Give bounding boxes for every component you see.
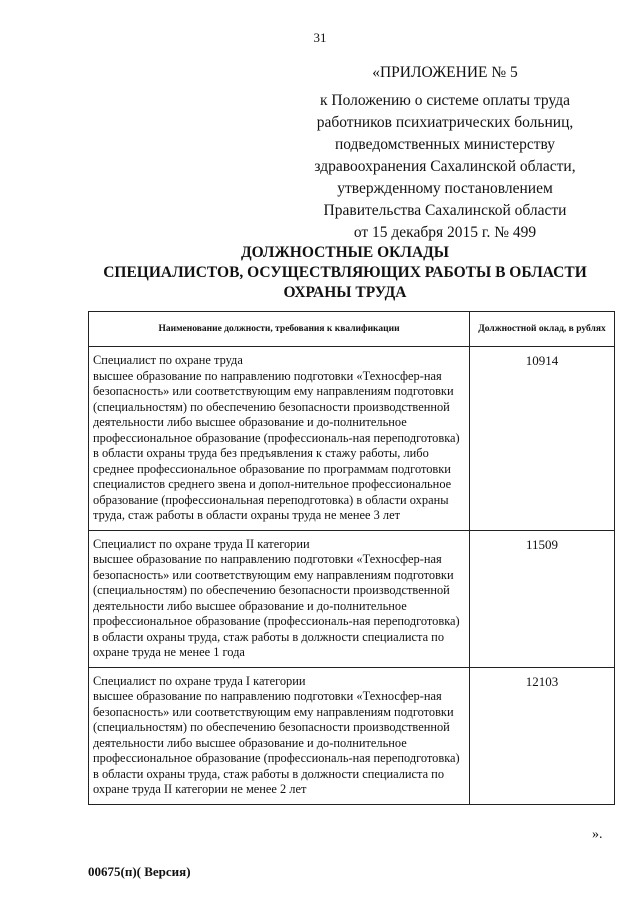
header-position: Наименование должности, требования к квалификации [89, 312, 470, 347]
position-requirements: высшее образование по направлению подготовки «Техносфер-ная безопасность» или соответствующим ему направлениям подготовки (специальностям) по обеспечению безопасности производственной деятельности либо высшее образование и до-полнительное профессиональное образование (профессиональ-ная переподготовка) в области охраны труда, стаж работы в должности специалиста по охране труда не менее 1 года [93, 552, 460, 659]
table-header-row [89, 312, 615, 347]
appendix-line: работников психиатрических больниц, [316, 114, 574, 131]
appendix-line: Правительства Сахалинской области [323, 202, 567, 219]
appendix-header [300, 62, 590, 244]
position-cell [89, 347, 470, 531]
document-title-line: ОХРАНЫ ТРУДА [283, 284, 407, 301]
position-requirements: высшее образование по направлению подготовки «Техносфер-ная безопасность» или соответствующим ему направлениям подготовки (специальностям) по обеспечению безопасности производственной деятельности либо высшее образование и до-полнительное профессиональное образование (профессиональ-ная переподготовка) в области охраны труда, стаж работы в должности специалиста по охране труда II категории не менее 2 лет [93, 689, 460, 796]
appendix-title: «ПРИЛОЖЕНИЕ № 5 [372, 64, 518, 81]
salary-cell: 12103 [470, 667, 615, 804]
closing-quote: ». [592, 827, 603, 842]
position-name: Специалист по охране труда II категории [93, 536, 310, 551]
salary-cell: 10914 [470, 347, 615, 531]
position-cell [89, 530, 470, 667]
appendix-line: здравоохранения Сахалинской области, [314, 158, 576, 175]
position-cell [89, 667, 470, 804]
document-title-line: СПЕЦИАЛИСТОВ, ОСУЩЕСТВЛЯЮЩИХ РАБОТЫ В ОБЛАСТИ [103, 264, 587, 281]
appendix-line: к Положению о системе оплаты труда [320, 92, 570, 109]
salary-cell: 11509 [470, 530, 615, 667]
position-requirements: высшее образование по направлению подготовки «Техносфер-ная безопасность» или соответствующим ему направлениям подготовки (специальностям) по обеспечению безопасности производственной деятельности либо высшее образование и до-полнительное профессиональное образование (профессиональ-ная переподготовка) в области охраны труда без предъявления к стажу работы, либо среднее профессиональное образование по программам подготовки специалистов среднего звена и допол-нительное профессиональное образование (профессиональная переподготовка) в области охраны труда, стаж работы в области охраны труда не менее 3 лет [93, 368, 460, 522]
table-row [89, 667, 615, 804]
document-title-line: ДОЛЖНОСТНЫЕ ОКЛАДЫ [240, 244, 450, 261]
position-name: Специалист по охране труда I категории [93, 673, 306, 688]
appendix-line: утвержденному постановлением [337, 180, 553, 197]
appendix-line: подведомственных министерству [334, 136, 556, 153]
appendix-line: от 15 декабря 2015 г. № 499 [353, 224, 537, 241]
salary-table [88, 311, 615, 805]
header-salary: Должностной оклад, в рублях [470, 312, 615, 347]
table-row [89, 347, 615, 531]
position-name: Специалист по охране труда [93, 353, 243, 367]
page-number: 31 [313, 30, 327, 45]
footer-document-code: 00675(п)( Версия) [88, 864, 191, 879]
document-title [60, 243, 630, 303]
table-row [89, 530, 615, 667]
